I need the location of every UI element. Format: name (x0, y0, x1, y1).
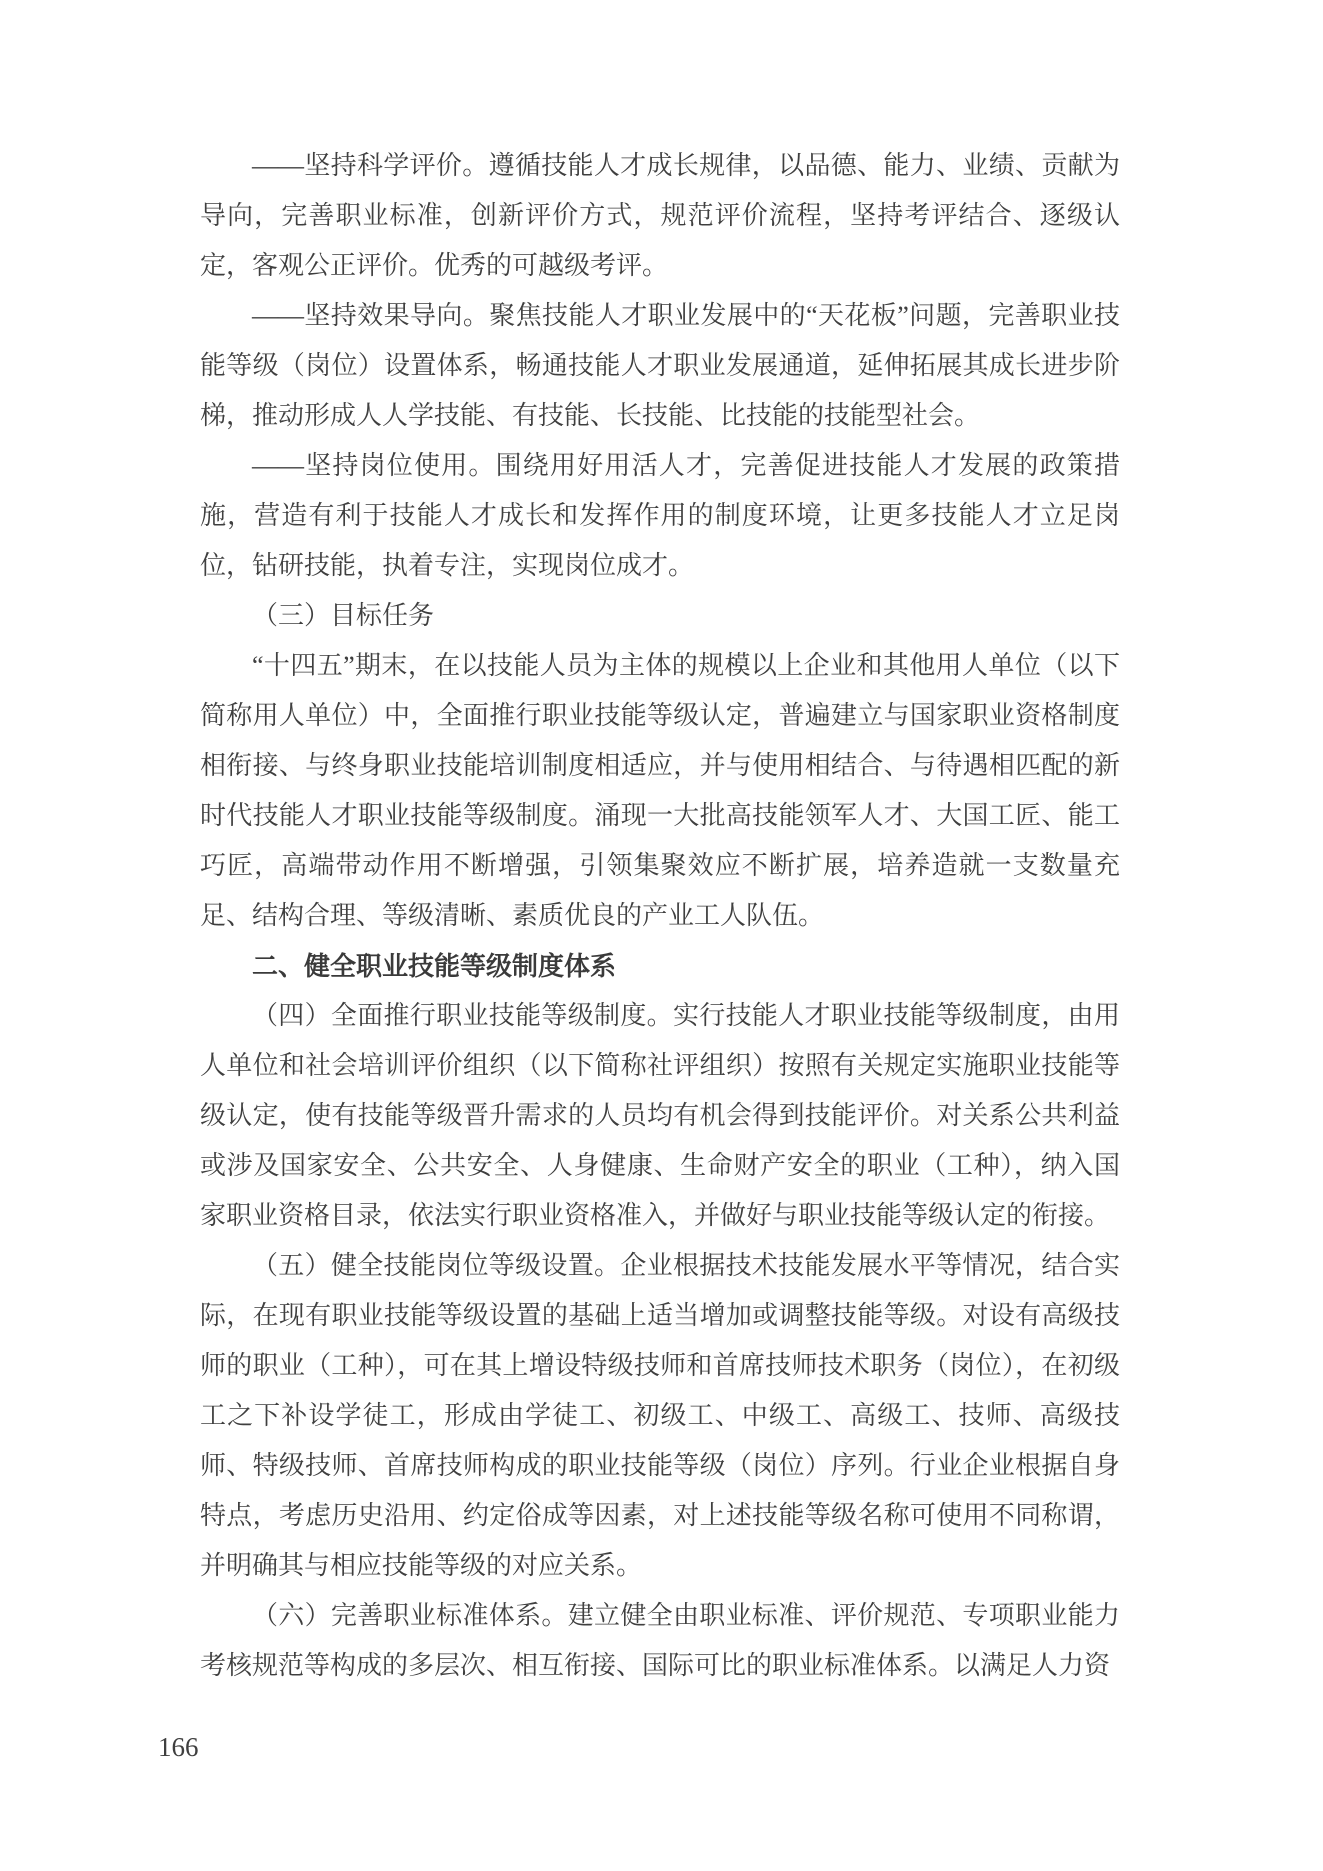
paragraph-subheading-target-tasks: （三）目标任务 (252, 601, 435, 630)
document-text-block (200, 141, 1120, 1691)
paragraph-14th-five-year-goals: “十四五”期末，在以技能人员为主体的规模以上企业和其他用人单位（以下简称用人单位）中，全面推行职业技能等级认定，普遍建立与国家职业资格制度相衔接、与终身职业技能培训制度相适应，并与使用相结合、与待遇相匹配的新时代技能人才职业技能等级制度。涌现一大批高技能领军人才、大国工匠、能工巧匠，高端带动作用不断增强，引领集聚效应不断扩展，培养造就一支数量充足、结构合理、等级清晰、素质优良的产业工人队伍。 (200, 651, 1120, 930)
section-heading-skill-level-system: 二、健全职业技能等级制度体系 (252, 951, 617, 981)
page-number: 166 (158, 1732, 199, 1762)
paragraph-item-5-post-level-setting: （五）健全技能岗位等级设置。企业根据技术技能发展水平等情况，结合实际，在现有职业技能等级设置的基础上适当增加或调整技能等级。对设有高级技师的职业（工种），可在其上增设特级技师和首席技师技术职务（岗位），在初级工之下补设学徒工，形成由学徒工、初级工、中级工、高级工、技师、高级技师、特级技师、首席技师构成的职业技能等级（岗位）序列。行业企业根据自身特点，考虑历史沿用、约定俗成等因素，对上述技能等级名称可使用不同称谓，并明确其与相应技能等级的对应关系。 (200, 1251, 1120, 1580)
paragraph-principle-scientific-evaluation: ——坚持科学评价。遵循技能人才成长规律，以品德、能力、业绩、贡献为导向，完善职业标准，创新评价方式，规范评价流程，坚持考评结合、逐级认定，客观公正评价。优秀的可越级考评。 (200, 151, 1120, 280)
paragraph-principle-effect-orientation: ——坚持效果导向。聚焦技能人才职业发展中的“天花板”问题，完善职业技能等级（岗位）设置体系，畅通技能人才职业发展通道，延伸拓展其成长进步阶梯，推动形成人人学技能、有技能、长技能、比技能的技能型社会。 (200, 301, 1120, 430)
paragraph-item-4-skill-level-recognition: （四）全面推行职业技能等级制度。实行技能人才职业技能等级制度，由用人单位和社会培训评价组织（以下简称社评组织）按照有关规定实施职业技能等级认定，使有技能等级晋升需求的人员均有机会得到技能评价。对关系公共利益或涉及国家安全、公共安全、人身健康、生命财产安全的职业（工种），纳入国家职业资格目录，依法实行职业资格准入，并做好与职业技能等级认定的衔接。 (200, 1001, 1120, 1230)
paragraph-item-6-occupational-standards: （六）完善职业标准体系。建立健全由职业标准、评价规范、专项职业能力考核规范等构成的多层次、相互衔接、国际可比的职业标准体系。以满足人力资 (200, 1601, 1120, 1680)
paragraph-principle-post-usage: ——坚持岗位使用。围绕用好用活人才，完善促进技能人才发展的政策措施，营造有利于技能人才成长和发挥作用的制度环境，让更多技能人才立足岗位，钻研技能，执着专注，实现岗位成才。 (200, 451, 1120, 580)
